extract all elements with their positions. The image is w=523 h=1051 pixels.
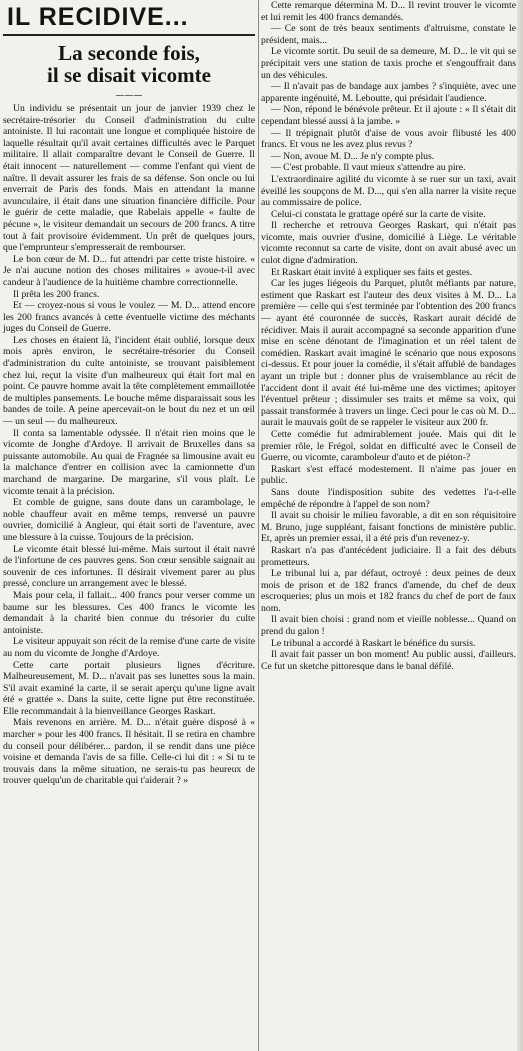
right-column-body [261, 0, 516, 672]
article-paragraph: — Non, avoue M. D... Je n'y compte plus. [271, 150, 435, 162]
article-paragraph: — C'est probable. Il vaut mieux s'attendre au pire. [271, 162, 466, 174]
article-paragraph: Cette remarque détermina M. D... Il revint trouver le vicomte et lui remit les 400 francs demandés. [261, 0, 516, 23]
article-paragraph: Il avait su choisir le milieu favorable, a dit en son réquisitoire M. Bruno, juge suppléant, faisant fonctions de ministère public. Et, après un premier essai, il a été pris d'un revenez-y. [261, 510, 516, 545]
article-paragraph: Le vicomte était blessé lui-même. Mais surtout il était navré de l'infortune de ces pauvres gens. Son cœur sensible saignait au souvenir de ces infortunes. Il désirait vivement parer au plus pressé, conclure un arrangement avec le blessé. [3, 543, 255, 590]
subheadline [3, 42, 255, 86]
article-paragraph: — Non, répond le bénévole prêteur. Et il ajoute : « Il s'était dit cependant blessé aussi à la jambe. » [261, 104, 516, 127]
article-paragraph: Cette carte portait plusieurs lignes d'écriture. Malheureusement, M. D... n'avait pas ses lunettes sous la main. S'il avait examiné la carte, il se serait aperçu qu'une ligne avait été « grattée ». Dans la suite, cette ligne put être reconstituée. Elle recommandait à la bienveillance Georges Raskart. [3, 659, 255, 717]
article-paragraph: Il avait fait passer un bon moment! Au public aussi, d'ailleurs. Ce fut un sketche pittoresque dans le banal défilé. [261, 649, 516, 672]
article-paragraph: — Il n'avait pas de bandage aux jambes ? s'inquiète, avec une apparente ingénuité, M. Leboutte, qui présidait l'audience. [261, 81, 516, 104]
subheadline-line-2: il se disait vicomte [47, 63, 211, 87]
article-paragraph: Les choses en étaient là, l'incident était oublié, lorsque deux mois après environ, le secrétaire-trésorier du Conseil d'administration du culte antoiniste, se trouvant paisiblement chez lui, reçut la visite d'un malheureux qui était fort mal en point. Ce pauvre homme avait la tête complètement emmaillotée de multiples pansements. Le bouche même disparaissait sous les bandes de toile. A peine apercevait-on le bout du nez et un œil — un seul — du malheureux. [3, 334, 255, 428]
article-paragraph: Car les juges liégeois du Parquet, plutôt méfiants par nature, estiment que Raskart est l'auteur des deux visites à M. D... La première — celle qui s'est terminée par l'obtention des 200 francs — ayant été couronnée de succès, Raskart aurait décidé de récidiver. Mais il aurait accompagné sa seconde apparition d'une mise en scène dénotant de l'imagination et un réel talent de comédien. Raskart avait imaginé le scénario que nous exposons ci-dessus. Et pour jouer la comédie, il s'était affublé de bandages ayant un triple but : donner plus de vraisemblance au récit de l'accident dont il avait été lui-même une des victimes; apitoyer l'éventuel prêteur ; dissimuler ses traits et même sa voix, qui passait transformée à travers un linge. Ceci pour le cas où M. D... aurait le mauvais goût de se rappeler le visiteur aux 200 fr. [261, 278, 516, 429]
article-paragraph: Et comble de guigne, sans doute dans un carambolage, le noble chauffeur avait en même temps, renversé un pauvre ouvrier, domicilié à Angleur, qui était sorti de l'aventure, avec une blessure à la cuisse. Toujours de la précision. [3, 497, 255, 543]
article-paragraph: Le visiteur appuyait son récit de la remise d'une carte de visite au nom du vicomte de Jonghe d'Ardoye. [3, 636, 255, 659]
page-edge [517, 0, 523, 1051]
separator: ——— [115, 91, 143, 101]
article-paragraph: Il prêta les 200 francs. [13, 288, 100, 300]
subheadline-line-1: La seconde fois, [58, 41, 200, 65]
left-column [3, 0, 255, 787]
article-paragraph: — Il trépignait plutôt d'aise de vous avoir flibusté les 400 francs. Et vous ne les avez plus revus ? [261, 127, 516, 151]
column-divider [258, 0, 259, 1051]
article-paragraph: L'extraordinaire agilité du vicomte à se ruer sur un taxi, avait éveillé les soupçons de M. D..., qui s'en alla narrer la visite reçue au commissaire de police. [261, 173, 516, 209]
article-paragraph: Cette comédie fut admirablement jouée. Mais qui dit le premier rôle, le Frégol, soldat en difficulté avec le Conseil de Guerre, ou vicomte, caramboleur d'auto et de piéton-? [261, 428, 516, 464]
article-paragraph: Le tribunal a accordé à Raskart le bénéfice du sursis. [271, 637, 476, 649]
article-paragraph: Le vicomte sortit. Du seuil de sa demeure, M. D... le vit qui se précipitait vers une station de taxis proche et s'engouffrait dans un des véhicules. [261, 46, 516, 81]
headline: IL RECIDIVE... [7, 3, 189, 31]
headline-rule [3, 34, 255, 36]
article-paragraph: Mais pour cela, il fallait... 400 francs pour verser comme un baume sur les blessures. Ces 400 francs le vicomte les demandait à la charité bien connue du trésorier du culte antoiniste. [3, 589, 255, 636]
article-paragraph: Mais revenons en arrière. M. D... n'était guère disposé à « marcher » pour les 400 francs. Il hésitait. Il se retira en chambre du conseil pour délibérer... pardon, il se rendit dans une pièce voisine et demanda l'avis de sa fille. Celle-ci lui dit : « Si tu te trouvais dans la même situation, ne serais-tu pas heureux de trouver quelqu'un de charitable qui t'aiderait ? » [3, 717, 255, 787]
article-paragraph: Le tribunal lui a, par défaut, octroyé : deux peines de deux mois de prison et de 182 francs d'amende, du chef de deux escroqueries; plus un mois et 182 francs du chef de port de faux nom. [261, 568, 516, 614]
article-paragraph: Sans doute l'indisposition subite des vedettes l'a-t-elle empêché de répondre à l'appel de son nom? [261, 486, 516, 510]
article-paragraph: Raskart n'a pas d'antécédent judiciaire. Il a fait des débuts prometteurs. [261, 544, 516, 568]
article-paragraph: Raskart s'est effacé modestement. Il n'aime pas jouer en public. [261, 463, 516, 487]
article-paragraph: — Ce sont de très beaux sentiments d'altruisme, constate le président, mais... [261, 23, 516, 46]
left-column-body [3, 103, 255, 787]
article-paragraph: Et — croyez-nous si vous le voulez — M. D... attend encore les 200 francs avancés à cette éventuelle victime des méchants juges du Conseil de Guerre. [3, 300, 255, 335]
article-paragraph: Un individu se présentait un jour de janvier 1939 chez le secrétaire-trésorier du Conseil d'administration du culte antoiniste. Il lui racontait une longue et compliquée histoire de laquelle résultait qu'il avait certaines difficultés avec le Parquet militaire. Il allait comparaître devant le Conseil de Guerre. Il était innocent — naturellement — comme l'enfant qui vient de naître. Il devait assurer les frais de sa défense. Son oncle ou lui enverrait de Paris des fonds. Mais en attendant la manne avunculaire, il était dans une situation financière difficile. Pour le guérir de cette maladie, que Rabelais appelle « faulte de pécune », le visiteur demandait un secours de 200 francs. A titre tout à fait provisoire évidemment. Un prêt de quelques jours, que l'emprunteur s'empresserait de rembourser. [3, 103, 255, 254]
article-paragraph: Il recherche et retrouva Georges Raskart, qui n'était pas vicomte, mais ouvrier d'usine, domicilié à Liège. Le véritable vicomte reconnut sa carte de visite, dont on avait abusé avec un culot digne d'admiration. [261, 220, 516, 267]
article-paragraph: Le bon cœur de M. D... fut attendri par cette triste histoire. « Je n'ai aucune notion des choses militaires » avoue-t-il avec candeur à l'audience de la huitième chambre correctionnelle. [3, 253, 255, 288]
article-paragraph: Et Raskart était invité à expliquer ses faits et gestes. [271, 266, 473, 278]
article-paragraph: Il conta sa lamentable odyssée. Il n'était rien moins que le vicomte de Jonghe d'Ardoye. Il arrivait de Bruxelles dans sa puissante automobile. Au quai de Fragnée sa limousine avait eu la malchance d'entrer en collision avec la camionnette d'un marchand de margarine. De margarine, s'il vous plaît. Le vicomte tenait à la précision. [3, 427, 255, 497]
right-column [261, 0, 516, 672]
article-paragraph: Celui-ci constata le grattage opéré sur la carte de visite. [271, 208, 486, 220]
article-paragraph: Il avait bien choisi : grand nom et vieille noblesse... Quand on prend du galon ! [261, 614, 516, 638]
